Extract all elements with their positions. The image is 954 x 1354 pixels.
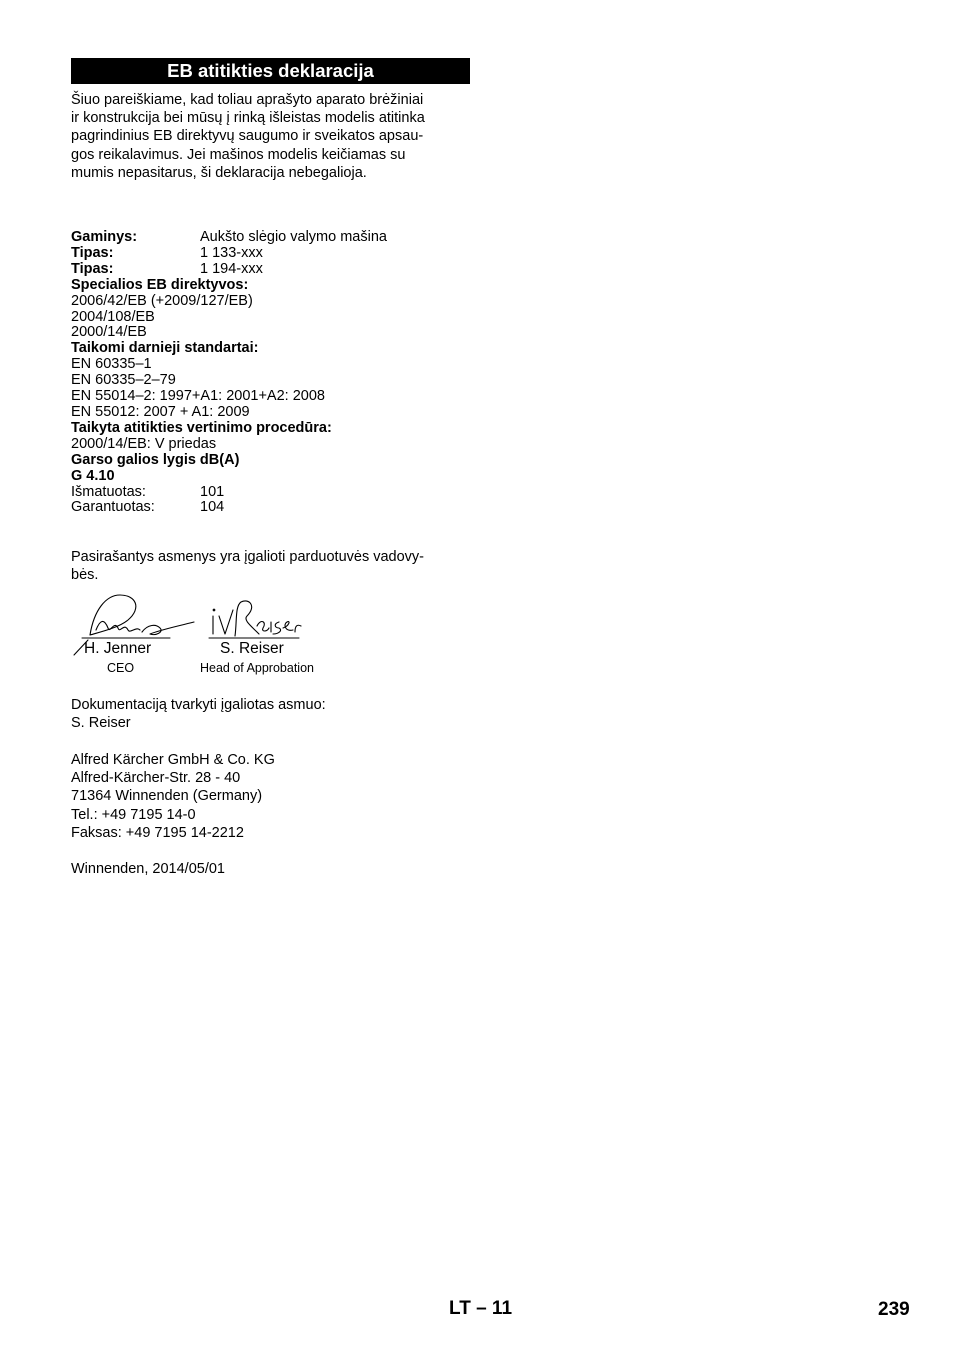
type-row: [71, 246, 491, 262]
sound-model: G 4.10: [71, 467, 115, 484]
signatories-line: Pasirašantys asmenys yra įgalioti parduotuvės vadovy-: [71, 549, 424, 565]
intro-line: mumis nepasitarus, ši deklaracija nebegalioja.: [71, 164, 367, 181]
place-date: Winnenden, 2014/05/01: [71, 861, 225, 877]
directive-item: 2000/14/EB: [71, 324, 147, 341]
product-row: [71, 230, 491, 246]
measured-value: 101: [200, 483, 225, 500]
intro-line: ir konstrukcija bei mūsų į rinką išleistas modelis atitinka: [71, 110, 425, 127]
signer-role: CEO: [107, 661, 135, 675]
guaranteed-row: [71, 500, 491, 516]
guaranteed-label: Garantuotas:: [71, 499, 155, 516]
company-line: Alfred-Kärcher-Str. 28 - 40: [71, 770, 241, 787]
standard-item: EN 60335–2–79: [71, 372, 176, 389]
signatories-note: [71, 548, 424, 584]
standards-heading: Taikomi darnieji standartai:: [71, 340, 259, 357]
measured-label: Išmatuotas:: [71, 483, 146, 500]
footer-section-label: LT – 11: [449, 1298, 513, 1319]
documentation-person: S. Reiser: [71, 715, 131, 732]
standard-item: EN 55012: 2007 + A1: 2009: [71, 403, 250, 420]
intro-line: pagrindinius EB direktyvų saugumo ir sveikatos apsau-: [71, 128, 424, 145]
company-line: Faksas: +49 7195 14-2212: [71, 824, 244, 841]
signatories-line: bės.: [71, 567, 99, 584]
page-number: 239: [878, 1299, 910, 1320]
procedure-value: 2000/14/EB: V priedas: [71, 435, 217, 452]
directive-item: 2006/42/EB (+2009/127/EB): [71, 292, 253, 309]
product-label: Gaminys:: [71, 229, 138, 245]
documentation-label: Dokumentaciją tvarkyti įgaliotas asmuo:: [71, 697, 326, 713]
signer-name: H. Jenner: [84, 640, 152, 657]
company-line: Alfred Kärcher GmbH & Co. KG: [71, 752, 275, 768]
directive-item: 2004/108/EB: [71, 308, 155, 325]
type-value: 1 133-xxx: [200, 244, 263, 261]
type-row: [71, 262, 491, 278]
sound-heading: Garso galios lygis dB(A): [71, 451, 240, 468]
guaranteed-value: 104: [200, 499, 225, 516]
signature-reiser-image: [205, 596, 305, 642]
documentation-block: [71, 696, 326, 732]
procedure-heading: Taikyta atitikties vertinimo procedūra:: [71, 419, 332, 436]
section-title: EB atitikties deklaracija: [71, 58, 470, 84]
company-address: [71, 751, 275, 842]
standard-item: EN 55014–2: 1997+A1: 2001+A2: 2008: [71, 388, 325, 405]
signer-name: S. Reiser: [220, 640, 284, 657]
intro-paragraph: [71, 91, 471, 182]
intro-line: Šiuo pareiškiame, kad toliau aprašyto aparato brėžiniai: [71, 92, 424, 108]
company-line: Tel.: +49 7195 14-0: [71, 806, 196, 823]
product-specifications: [71, 230, 491, 516]
type-value: 1 194-xxx: [200, 260, 263, 277]
product-value: Aukšto slėgio valymo mašina: [200, 229, 387, 245]
type-label: Tipas:: [71, 244, 114, 261]
directives-heading: Specialios EB direktyvos:: [71, 276, 249, 293]
type-label: Tipas:: [71, 260, 114, 277]
measured-row: [71, 485, 491, 501]
company-line: 71364 Winnenden (Germany): [71, 788, 263, 805]
standard-item: EN 60335–1: [71, 356, 152, 373]
signer-role: Head of Approbation: [200, 661, 314, 675]
intro-line: gos reikalavimus. Jei mašinos modelis keičiamas su: [71, 146, 406, 163]
